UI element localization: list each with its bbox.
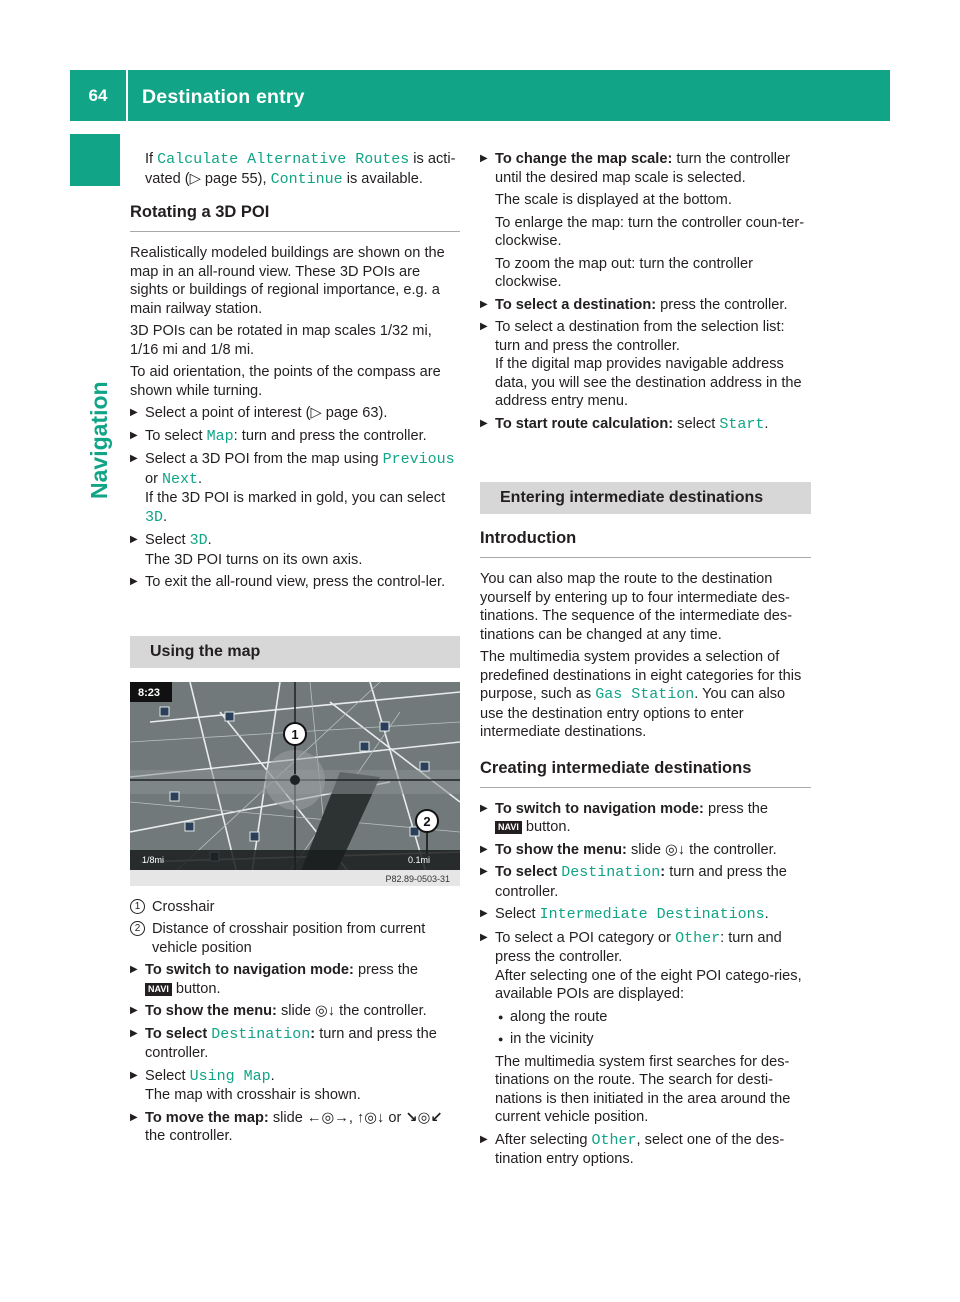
enlarge-note: To enlarge the map: turn the controller coun-ter-clockwise. <box>495 214 805 249</box>
intro-paragraph-1: You can also map the route to the destination yourself by entering up to four intermediate des-tinations. The sequence of the intermediate des-tinations can be changed at any time. <box>480 571 793 643</box>
map-option: Map <box>206 427 234 445</box>
controller-slide-down-icon-2: ◎↓ <box>665 841 686 858</box>
using-map-option: Using Map <box>189 1067 271 1085</box>
bullet-in-vicinity: ● in the vicinity <box>480 1030 811 1049</box>
page-title: Destination entry <box>142 86 305 108</box>
step-select-destination-press: ▶ To select a destination: press the controller. <box>480 296 811 315</box>
map-scale-left: 1/8mi <box>142 854 165 865</box>
page-ref-icon: ▷ <box>189 170 201 187</box>
previous-option: Previous <box>382 451 455 468</box>
step-select-intermediate: ▶ Select Intermediate Destinations. <box>480 905 811 925</box>
page-number: 64 <box>88 86 108 105</box>
creating-intermediate-heading: Creating intermediate destinations <box>480 758 811 788</box>
introduction-heading: Introduction <box>480 528 811 558</box>
controller-slide-up-down-icon: ↑◎↓ <box>356 1109 385 1126</box>
next-option: Next <box>162 470 199 488</box>
step-after-other: ▶ After selecting Other, select one of the des-tination entry options. <box>480 1131 811 1169</box>
side-tab-marker <box>70 134 120 186</box>
map-distance: 0.1mi <box>408 854 431 865</box>
step-select-3d-poi: ▶ Select a 3D POI from the map using Previous or Next. If the 3D POI is marked in gold, you can select 3D. <box>130 450 460 527</box>
step-move-map: ▶ To move the map: slide ←◎→, ↑◎↓ or ↘◎↙ the controller. <box>130 1109 460 1146</box>
step-show-menu-2: ▶ To show the menu: slide ◎↓ the controller. <box>480 841 811 860</box>
right-column <box>480 150 811 1173</box>
step-start-route: ▶ To start route calculation: select Start. <box>480 415 811 435</box>
step-show-menu: ▶ To show the menu: slide ◎↓ the controller. <box>130 1002 460 1021</box>
step-navigation-mode-2: ▶ To switch to navigation mode: press the NAVI button. <box>480 800 811 837</box>
step-select-map: ▶ To select Map: turn and press the controller. <box>130 427 460 447</box>
using-the-map-heading: Using the map <box>130 636 460 668</box>
map-screenshot <box>130 682 460 886</box>
intermediate-destinations-heading: Entering intermediate destinations <box>480 482 811 514</box>
intermediate-destinations-option: Intermediate Destinations <box>539 906 765 923</box>
bullet-along-route: ● along the route <box>480 1008 811 1027</box>
3d-option-2: 3D <box>189 532 208 549</box>
section-side-label: Navigation <box>86 381 112 499</box>
gas-station-option: Gas Station <box>595 686 695 703</box>
navi-key-icon: NAVI <box>145 983 172 996</box>
step-change-scale: ▶ To change the map scale: turn the controller until the desired map scale is selected. <box>480 150 811 187</box>
step-select-3d: ▶ Select 3D. The 3D POI turns on its own axis. <box>130 531 460 569</box>
other-option-2: Other <box>591 1131 637 1149</box>
rotating-3d-poi-heading: Rotating a 3D POI <box>130 202 460 232</box>
map-figure <box>130 682 460 886</box>
step-exit-view: ▶ To exit the all-round view, press the control-ler. <box>130 573 460 592</box>
step-select-using-map: ▶ Select Using Map. The map with crosshair is shown. <box>130 1067 460 1105</box>
step-select-from-list: ▶ To select a destination from the selection list: turn and press the controller. If the digital map provides navigable address data, you will see the destination address in the address entry menu. <box>480 318 811 411</box>
header-separator <box>126 70 128 121</box>
left-column <box>130 150 460 1150</box>
intro-paragraph: If Calculate Alternative Routes is acti- vated (▷ page 55), Continue is available. <box>145 151 456 188</box>
3d-option: 3D <box>145 508 164 526</box>
rotate-paragraph-2: 3D POIs can be rotated in map scales 1/32 mi, 1/16 mi and 1/8 mi. <box>130 323 432 358</box>
other-option: Other <box>675 929 721 947</box>
rotate-paragraph-3: To aid orientation, the points of the compass are shown while turning. <box>130 364 441 399</box>
rotate-paragraph-1: Realistically modeled buildings are shown on the map in an all-round view. These 3D POIs are sights or buildings of regional importance, e.g. a main railway station. <box>130 245 445 317</box>
calculate-alternative-routes-option: Calculate Alternative Routes <box>157 151 410 168</box>
controller-slide-down-icon: ◎↓ <box>315 1003 336 1019</box>
zoom-out-note: To zoom the map out: turn the controller clockwise. <box>495 255 753 290</box>
legend-item-1: 1 Crosshair <box>130 898 460 917</box>
svg-text:1: 1 <box>291 726 299 742</box>
scale-note: The scale is displayed at the bottom. <box>495 192 732 208</box>
start-option: Start <box>719 415 765 433</box>
step-select-poi-category: ▶ To select a POI category or Other: turn and press the controller. After selecting one of the eight POI catego-ries, available POIs are displayed: <box>480 929 811 1004</box>
intro-paragraph-2: The multimedia system provides a selection of predefined destinations in eight categories for this purpose, such as Gas Station. You can also use the destination entry options to enter intermediate destinations. <box>480 649 802 740</box>
step-select-destination-2: ▶ To select Destination: turn and press the controller. <box>480 863 811 901</box>
controller-slide-left-right-icon: ←◎→ <box>306 1109 349 1126</box>
navi-key-icon-2: NAVI <box>495 821 522 834</box>
continue-option: Continue <box>270 170 343 188</box>
legend-item-2: 2 Distance of crosshair position from current vehicle position <box>130 920 460 957</box>
svg-text:2: 2 <box>423 813 431 829</box>
map-clock: 8:23 <box>138 686 161 699</box>
destination-option: Destination <box>211 1025 311 1043</box>
figure-code: P82.89-0503-31 <box>385 873 450 884</box>
search-note: The multimedia system first searches for des-tinations on the route. The search for desti-nations is then initiated in the area around the current vehicle position. <box>495 1053 791 1125</box>
controller-slide-diagonal-icon: ↘◎↙ <box>405 1109 443 1126</box>
destination-option-2: Destination <box>561 864 661 881</box>
step-select-destination: ▶ To select Destination: turn and press the controller. <box>130 1025 460 1063</box>
step-select-poi: ▶ Select a point of interest (▷ page 63). <box>130 404 460 423</box>
step-navigation-mode: ▶ To switch to navigation mode: press the NAVI button. <box>130 961 460 998</box>
